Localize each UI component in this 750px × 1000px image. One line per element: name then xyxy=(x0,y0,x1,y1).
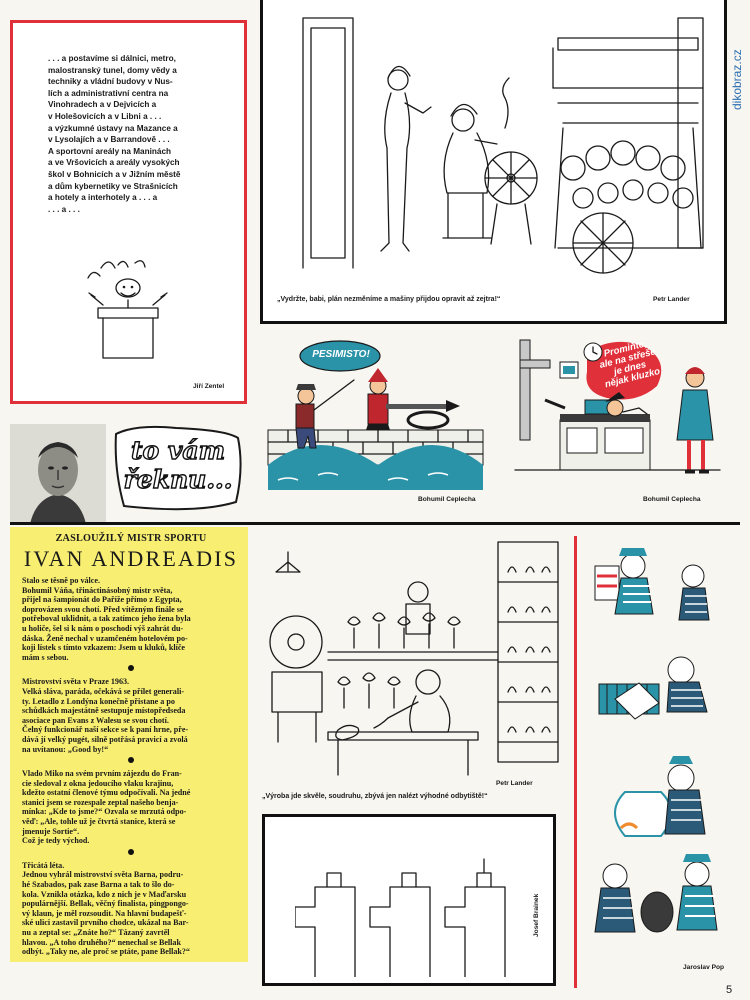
portrait-illustration xyxy=(10,424,106,524)
article-paragraph: Vlado Miko na svém prvním zájezdu do Fran- cie sledoval z okna jedoucího vlaku krajinu, kdežto ostatní členové týmu odpočívali. Na jedné stanici jsem se rozespale zeptal našeho benja- mínka: „Kde to jsme?“ Ozvala se mrzutá odpo- věď: „Ale, tohle už je čtvrtá stanice, která se jmenuje Sortie“. Což je tedy východ. xyxy=(22,769,191,846)
article-column xyxy=(10,527,248,962)
author-credit: Bohumil Ceplecha xyxy=(418,496,476,503)
spinning-wheel-illustration xyxy=(283,8,713,278)
cartoon-pop-panel xyxy=(585,536,735,976)
speech-text: . . . a postavíme si dálnici, metro, malostranský tunel, domy vědy a techniky a vládní budovy v Nus- lích a administrativní centra na Vinohradech a v Dejvicích a v Holešovicích a v Libni a . . . a výzkumné ústavy na Mazance a v Lysolajích a v Barrandově . . . A sportovní areály na Maninách a ve Vršovicích a areály vysokých škol v Bohnicích a v Jižním městě a dům kybernetiky ve Strašnicích a hotely a interhotely a . . . a . . . a . . . xyxy=(48,54,181,214)
watermark: dikobraz.cz xyxy=(730,49,744,110)
bottle-figures-illustration xyxy=(295,857,525,977)
article-kicker: ZASLOUŽILÝ MISTR SPORTU xyxy=(55,533,207,544)
portrait-photo xyxy=(10,424,106,524)
cartoon-lander-factory-panel xyxy=(258,532,563,810)
cartoon-zentel-panel xyxy=(10,20,247,404)
author-credit: Jiří Zentel xyxy=(193,383,225,390)
bubble-text: PESIMISTO! xyxy=(312,349,370,360)
column-logo xyxy=(110,424,242,516)
author-credit: Bohumil Ceplecha xyxy=(643,496,701,503)
red-divider xyxy=(574,536,577,988)
column-logo-text: to vám řeknu... xyxy=(123,436,233,494)
speaker-illustration xyxy=(73,253,193,363)
author-credit: Petr Lander xyxy=(653,296,690,303)
page-number: 5 xyxy=(726,984,733,996)
cartoon-brainek-panel xyxy=(262,814,556,986)
article-paragraph: Třicátá léta. Jednou vyhrál mistrovství světa Barna, podru- hé Szabados, pak zase Barna a tak to šlo do- kola. Vznikla otázka, kdo z nich je v Maďarsku populárnější. Bellak, věčný finalista, pingpongo- vý klaun, je měl rozsoudit. Na hlavní budapešť- ské ulici zastavil prvního chodce, ukázal na Bar- nu a zeptal se: „Znáte ho?“ Tázaný zavrtěl hlavou. „A toho druhého?“ nenechal se Bellak odbýt. „Taky ne, ale proč se ptáte, pane Bellak?“ xyxy=(22,860,190,957)
cartoon-caption: „Vydržte, babi, plán nezměníme a mašiny přijdou opravit až zejtra!“ xyxy=(277,296,501,303)
cartoon-caption: „Výroba jde skvěle, soudruhu, zbývá jen nalézt výhodné odbytiště!“ xyxy=(262,793,488,800)
fishermen-bridge-illustration xyxy=(258,330,498,490)
article-title: IVAN ANDREADIS xyxy=(23,546,239,571)
cartoon-ceplecha-1-panel xyxy=(258,330,498,510)
paragraph-separator xyxy=(128,757,134,763)
article-paragraph: Stalo se těsně po válce. Bohumil Váňa, třináctinásobný mistr světa, přijel na šampionát do Paříže přímo z Egypta, doprovázen svou chotí. Před vítězným finále se potřeboval uklidnit, a tak zatímco jeho žena byla u holiče, šel si k nám o poschodí výš zahrát du- dáska. Ženě nechal v uzamčeném hotelovém po- koji lístek s tímto vzkazem: Jsem u kluků, klíče mám s sebou. xyxy=(22,576,191,662)
author-credit: Jaroslav Pop xyxy=(683,964,725,971)
author-credit: Josef Brainek xyxy=(533,893,540,937)
bubble-text: Promiňte, ale na střeše je dnes nějak kluzko xyxy=(598,338,662,391)
cartoon-ceplecha-2-panel xyxy=(505,330,725,510)
section-divider xyxy=(10,522,740,525)
author-credit: Petr Lander xyxy=(496,780,533,787)
factory-illustration xyxy=(258,532,563,782)
article-paragraph: Mistrovství světa v Praze 1963. Velká sláva, paráda, očekává se přílet generali- ty. Letadlo z Londýna konečně přistane a po schůdkách majestátně sestupuje místopředseda asociace pan Evans z Walesu se svou chotí. Čelný funkcionář naší sekce se k paní hrne, pře- dává jí velký pugét, silně potřásá pravicí a zvolá na uvítanou: „Good by!“ xyxy=(22,677,189,754)
sailor-strip-illustration xyxy=(585,536,735,956)
paragraph-separator xyxy=(128,849,134,855)
paragraph-separator xyxy=(128,665,134,671)
cartoon-lander-top-panel xyxy=(260,0,727,324)
